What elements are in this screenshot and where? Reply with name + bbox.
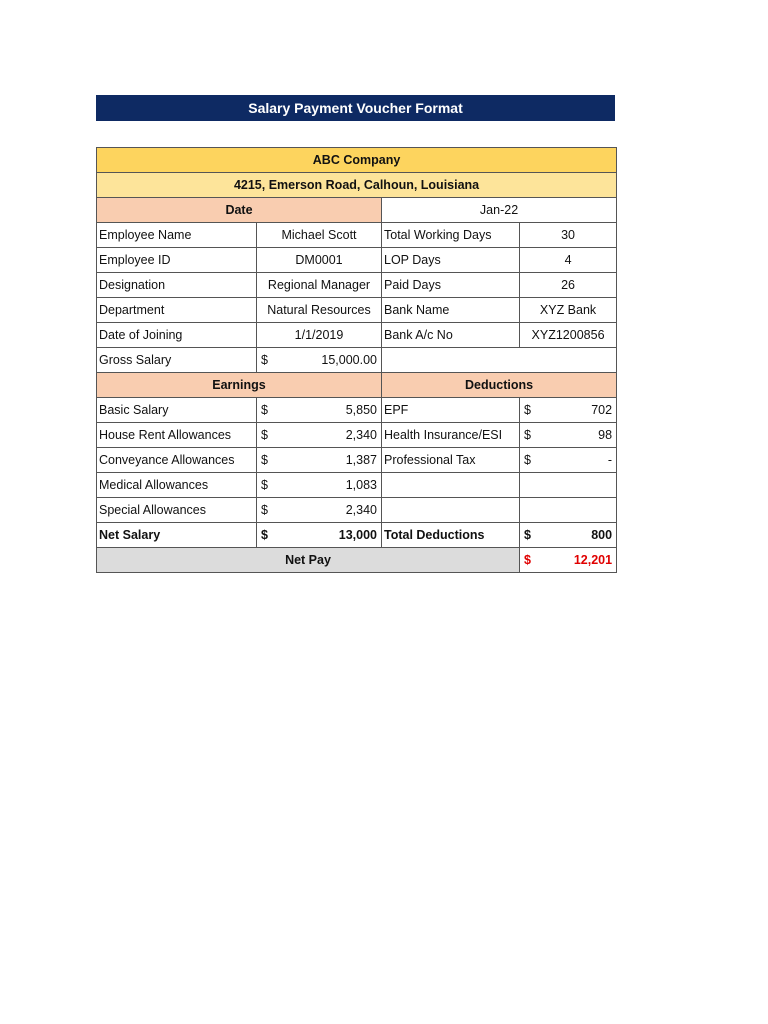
date-value: Jan-22 [382,198,617,223]
deduction-label [382,498,520,523]
info-label: Designation [97,273,257,298]
gross-salary-label: Gross Salary [97,348,257,373]
earning-currency: $ [257,398,281,423]
earning-amount: 1,387 [281,448,382,473]
earning-label: Medical Allowances [97,473,257,498]
earning-label: House Rent Allowances [97,423,257,448]
total-deductions-currency: $ [520,523,544,548]
line-item-row [97,473,617,498]
info-value: Regional Manager [257,273,382,298]
section-header-row [97,373,617,398]
earning-label: Basic Salary [97,398,257,423]
info-value-2: 4 [520,248,617,273]
total-deductions-label: Total Deductions [382,523,520,548]
net-salary-value: 13,000 [281,523,382,548]
net-pay-currency: $ [520,548,544,573]
net-salary-label: Net Salary [97,523,257,548]
gross-salary-row [97,348,617,373]
net-salary-currency: $ [257,523,281,548]
info-value: DM0001 [257,248,382,273]
address-row [97,173,617,198]
deduction-amount: 702 [544,398,617,423]
info-row [97,273,617,298]
info-label: Employee Name [97,223,257,248]
deduction-amount [520,498,617,523]
info-row [97,298,617,323]
info-label-2: Total Working Days [382,223,520,248]
info-value-2: 26 [520,273,617,298]
info-label: Department [97,298,257,323]
earning-amount: 1,083 [281,473,382,498]
line-item-row [97,423,617,448]
info-value-2: 30 [520,223,617,248]
net-pay-value: 12,201 [544,548,617,573]
info-value: Natural Resources [257,298,382,323]
earning-label: Special Allowances [97,498,257,523]
info-label: Employee ID [97,248,257,273]
company-name: ABC Company [97,148,617,173]
deduction-label: Health Insurance/ESI [382,423,520,448]
deduction-amount [520,473,617,498]
info-label-2: Bank Name [382,298,520,323]
earning-currency: $ [257,423,281,448]
earnings-header: Earnings [97,373,382,398]
gross-salary-currency: $ [257,348,281,373]
salary-voucher-table [96,147,617,573]
deduction-amount: 98 [544,423,617,448]
date-row [97,198,617,223]
info-label-2: Paid Days [382,273,520,298]
earning-currency: $ [257,473,281,498]
info-row [97,323,617,348]
deduction-label [382,473,520,498]
deduction-label: Professional Tax [382,448,520,473]
info-value: Michael Scott [257,223,382,248]
earning-amount: 2,340 [281,498,382,523]
earning-amount: 2,340 [281,423,382,448]
info-value: 1/1/2019 [257,323,382,348]
gross-salary-value: 15,000.00 [281,348,382,373]
line-item-row [97,398,617,423]
date-label: Date [97,198,382,223]
info-row [97,223,617,248]
deduction-currency: $ [520,448,544,473]
deductions-header: Deductions [382,373,617,398]
company-row [97,148,617,173]
info-value-2: XYZ1200856 [520,323,617,348]
deduction-label: EPF [382,398,520,423]
earning-currency: $ [257,448,281,473]
page-title: Salary Payment Voucher Format [96,95,615,121]
net-pay-label: Net Pay [97,548,520,573]
deduction-amount: - [544,448,617,473]
empty-cell [382,348,617,373]
info-value-2: XYZ Bank [520,298,617,323]
deduction-currency: $ [520,398,544,423]
earning-amount: 5,850 [281,398,382,423]
info-label: Date of Joining [97,323,257,348]
net-pay-row [97,548,617,573]
line-item-row [97,448,617,473]
info-row [97,248,617,273]
deduction-currency: $ [520,423,544,448]
info-label-2: Bank A/c No [382,323,520,348]
totals-row [97,523,617,548]
line-item-row [97,498,617,523]
company-address: 4215, Emerson Road, Calhoun, Louisiana [97,173,617,198]
info-label-2: LOP Days [382,248,520,273]
earning-label: Conveyance Allowances [97,448,257,473]
total-deductions-value: 800 [544,523,617,548]
earning-currency: $ [257,498,281,523]
